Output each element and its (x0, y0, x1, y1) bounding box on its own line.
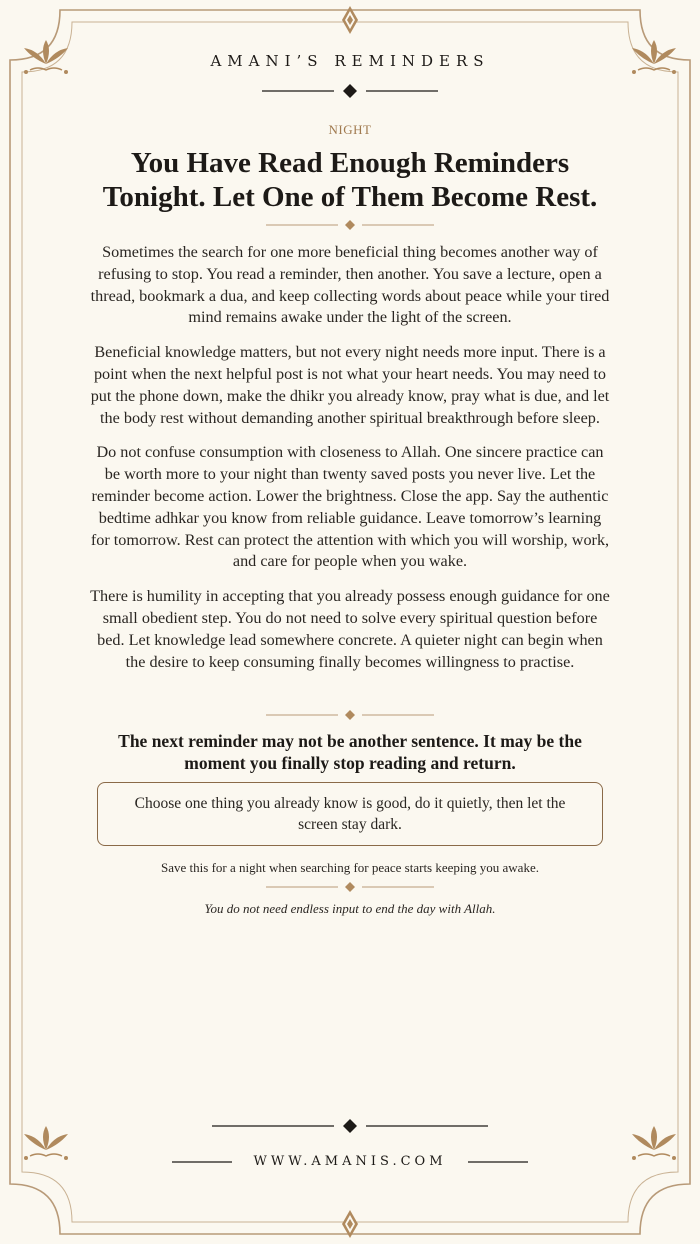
article-title (80, 146, 620, 214)
closing-line: You do not need endless input to end the day with Allah. (204, 901, 496, 916)
closing-divider (266, 882, 434, 892)
paragraph: Do not confuse consumption with closeness to Allah. One sincere practice can be worth more to your night than twenty saved posts you never live. Let the reminder become action. Lower the brightness. Close the app. Say the authentic bedtime adhkar you know from reliable guidance. Leave tomorrow’s learning for tomorrow. Rest can protect the attention with which you will worship, work, and care for people when you wake. (90, 443, 610, 571)
action-box (97, 782, 603, 846)
callout-text: The next reminder may not be another sentence. It may be the moment you finally stop reading and return. (118, 731, 582, 773)
paragraph: Beneficial knowledge matters, but not every night needs more input. There is a point when the next helpful post is not what your heart needs. You may need to put the phone down, make the dhikr you already know, pray what is due, and let the body rest without demanding another spiritual breakthrough before sleep. (90, 343, 610, 427)
category-label: NIGHT (328, 122, 372, 137)
title-divider (266, 220, 434, 230)
brand-title: AMANI’S REMINDERS (210, 52, 490, 70)
article-body (90, 242, 610, 686)
paragraph: Sometimes the search for one more beneficial thing becomes another way of refusing to stop. You read a reminder, then another. You save a lecture, open a thread, bookmark a dua, and keep collecting words about peace while your tired mind remains awake under the light of the screen. (90, 243, 610, 327)
paragraph: There is humility in accepting that you already possess enough guidance for one small obedient step. You do not need to solve every spiritual question before bed. Let knowledge lead somewhere concrete. A quieter night can begin when the desire to keep consuming finally becomes willingness to practise. (90, 587, 610, 671)
action-box-text: Choose one thing you already know is good, do it quietly, then let the screen stay dark. (134, 795, 566, 833)
footer-url: WWW.AMANIS.COM (253, 1154, 447, 1169)
header-divider (262, 84, 438, 98)
callout-divider (266, 710, 434, 720)
title-line-1: You Have Read Enough Reminders (130, 147, 570, 179)
title-line-2: Tonight. Let One of Them Become Rest. (102, 181, 598, 213)
save-note: Save this for a night when searching for peace starts keeping you awake. (161, 860, 539, 875)
